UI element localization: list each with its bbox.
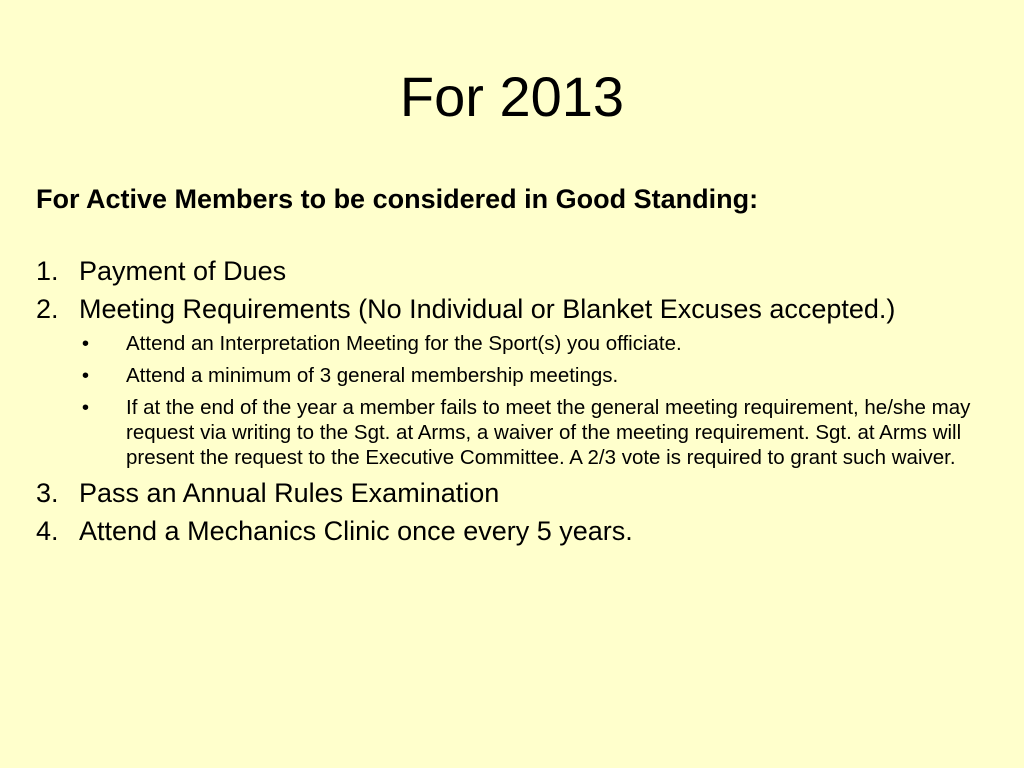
list-item-4 xyxy=(36,515,996,547)
sub-bullet-2 xyxy=(36,363,996,388)
list-item-2 xyxy=(36,293,996,325)
bullet-marker: • xyxy=(81,396,89,419)
sub-bullet-3 xyxy=(36,395,996,470)
sub-bullet-text: Attend a minimum of 3 general membership meetings. xyxy=(126,364,619,387)
list-item-text: Payment of Dues xyxy=(79,256,287,286)
bullet-marker: • xyxy=(81,364,89,387)
sub-bullet-text: Attend an Interpretation Meeting for the Sport(s) you officiate. xyxy=(126,332,682,355)
slide-title: For 2013 xyxy=(399,65,625,128)
list-item-text: Meeting Requirements (No Individual or Blanket Excuses accepted.) xyxy=(79,294,896,324)
sub-bullet-list xyxy=(36,331,996,470)
list-item-text: Pass an Annual Rules Examination xyxy=(79,478,500,508)
list-item-1 xyxy=(36,255,996,287)
slide-body xyxy=(36,177,996,553)
list-item-number: 1. xyxy=(36,256,59,286)
sub-bullet-1 xyxy=(36,331,996,356)
sub-bullet-text: If at the end of the year a member fails to meet the general meeting requirement, he/she may request via writing to the Sgt. at Arms, a waiver of the meeting requirement. Sgt. at Arms will present the request to the Executive Committee. A 2/3 vote is required to grant such waiver. xyxy=(126,396,971,469)
bullet-marker: • xyxy=(81,332,89,355)
slide-subtitle: For Active Members to be considered in Good Standing: xyxy=(36,184,759,214)
list-item-number: 4. xyxy=(36,516,59,546)
list-item-number: 3. xyxy=(36,478,59,508)
list-item-number: 2. xyxy=(36,294,59,324)
list-item-text: Attend a Mechanics Clinic once every 5 years. xyxy=(79,516,633,546)
list-item-3 xyxy=(36,477,996,509)
